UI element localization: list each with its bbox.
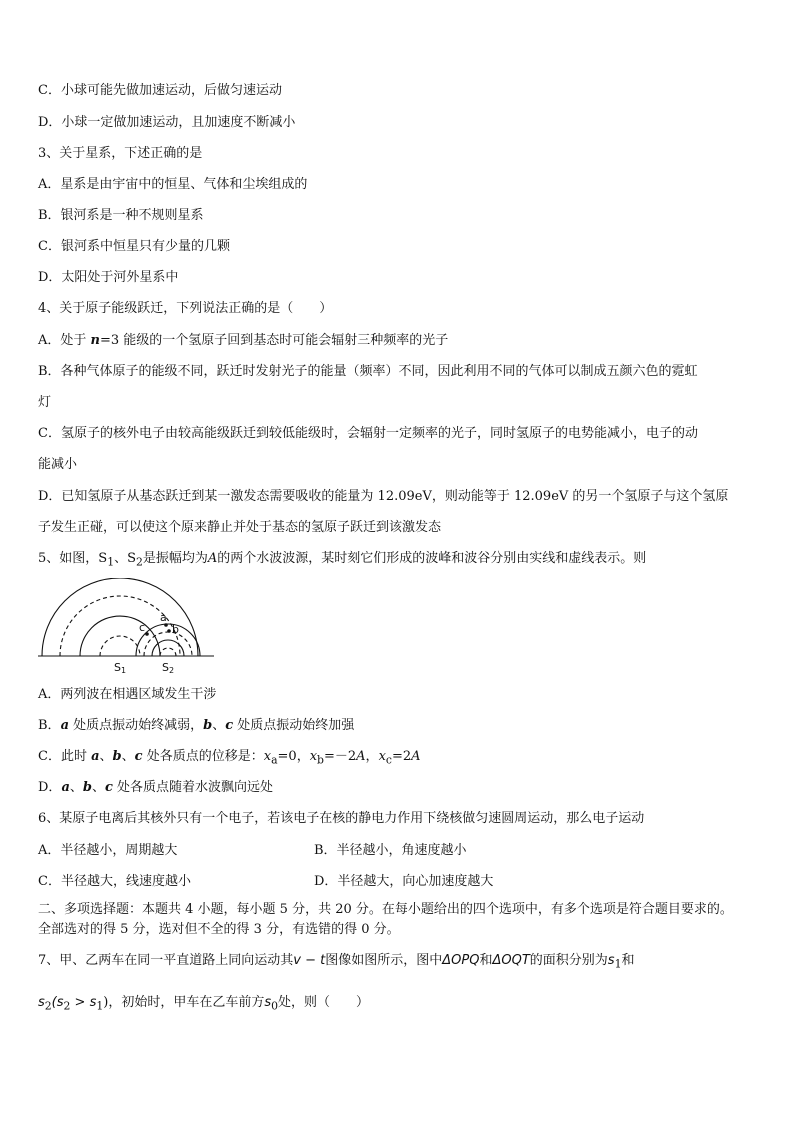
q5-option-b: B．a 处质点振动始终减弱，b、c 处质点振动始终加强 (38, 718, 355, 733)
q2-option-d: D．小球一定做加速运动，且加速度不断减小 (38, 115, 296, 130)
label-a: a (160, 611, 167, 624)
q6-option-c: C．半径越大，线速度越小 (38, 874, 191, 889)
label-b: b (172, 623, 179, 636)
q2-option-c: C．小球可能先做加速运动，后做匀速运动 (38, 83, 282, 98)
s2-crest-inner (152, 640, 184, 656)
q4-stem: 4、关于原子能级跃迁，下列说法正确的是（ ） (38, 301, 333, 316)
q4-option-d-line1: D．已知氢原子从基态跃迁到某一激发态需要吸收的能量为 12.09eV，则动能等于 12.09eV 的另一个氢原子与这个氢原 (38, 489, 729, 504)
q4-option-a: A．处于 n=3 能级的一个氢原子回到基态时可能会辐射三种频率的光子 (38, 333, 449, 348)
q7-stem-line1: 7、甲、乙两车在同一平直道路上同向运动其v − t图像如图所示，图中ΔOPQ和ΔOQT的面积分别为$s_1$和 (38, 953, 635, 971)
q6-option-b: B．半径越小，角速度越小 (314, 843, 467, 858)
s1-crest-outer (42, 578, 198, 656)
q5-option-a: A．两列波在相遇区域发生干涉 (38, 687, 217, 702)
wave-interference-figure (38, 578, 218, 678)
q7-stem-line2: $s_2(s_2 > s_1)$，初始时，甲车在乙车前方$s_0$处，则（ ） (38, 995, 370, 1013)
s1-trough-inner (100, 636, 140, 656)
section2-header-line1: 二、多项选择题：本题共 4 小题，每小题 5 分，共 20 分。在每小题给出的四个选项中，有多个选项是符合题目要求的。 (38, 902, 733, 917)
q3-option-a: A．星系是由宇宙中的恒星、气体和尘埃组成的 (38, 177, 308, 192)
q3-option-c: C．银河系中恒星只有少量的几颗 (38, 239, 230, 254)
point-c (145, 632, 149, 636)
q5-option-c: C．此时 a、b、c 处各质点的位移是：$x_a=0$，$x_b=-2A$，$x_c=2A$ (38, 749, 421, 767)
q4-option-c-line1: C．氢原子的核外电子由较高能级跃迁到较低能级时，会辐射一定频率的光子，同时氢原子的电势能减小，电子的动 (38, 426, 698, 441)
q4-option-b-line2: 灯 (38, 395, 52, 410)
q3-option-d: D．太阳处于河外星系中 (38, 270, 179, 285)
s2-trough-outer (144, 632, 192, 656)
q4-option-b-line1: B．各种气体原子的能级不同，跃迁时发射光子的能量（频率）不同，因此利用不同的气体可以制成五颜六色的霓虹 (38, 364, 698, 379)
q3-stem: 3、关于星系，下述正确的是 (38, 146, 203, 161)
q5-option-d: D．a、b、c 处各质点随着水波飘向远处 (38, 780, 274, 795)
section2-header-line2: 全部选对的得 5 分，选对但不全的得 3 分，有选错的得 0 分。 (38, 922, 400, 937)
point-b (167, 629, 171, 633)
s1-trough-outer (60, 596, 180, 656)
label-c: c (139, 621, 146, 634)
q5-stem: 5、如图，$S_1$、$S_2$是振幅均为A的两个水波波源，某时刻它们形成的波峰和波谷分别由实线和虚线表示。则 (38, 551, 647, 569)
q6-stem: 6、某原子电离后其核外只有一个电子，若该电子在核的静电力作用下绕核做匀速圆周运动，那么电子运动 (38, 811, 645, 826)
q6-option-d: D．半径越大，向心加速度越大 (314, 874, 494, 889)
s2-trough-inner (160, 648, 176, 656)
q6-option-a: A．半径越小，周期越大 (38, 843, 178, 858)
label-s1: S1 (114, 661, 127, 675)
q4-option-d-line2: 子发生正碰，可以使这个原来静止并处于基态的氢原子跃迁到该激发态 (38, 520, 442, 535)
q4-option-c-line2: 能减小 (38, 457, 78, 472)
q3-option-b: B．银河系是一种不规则星系 (38, 208, 204, 223)
label-s2: S2 (162, 661, 175, 675)
